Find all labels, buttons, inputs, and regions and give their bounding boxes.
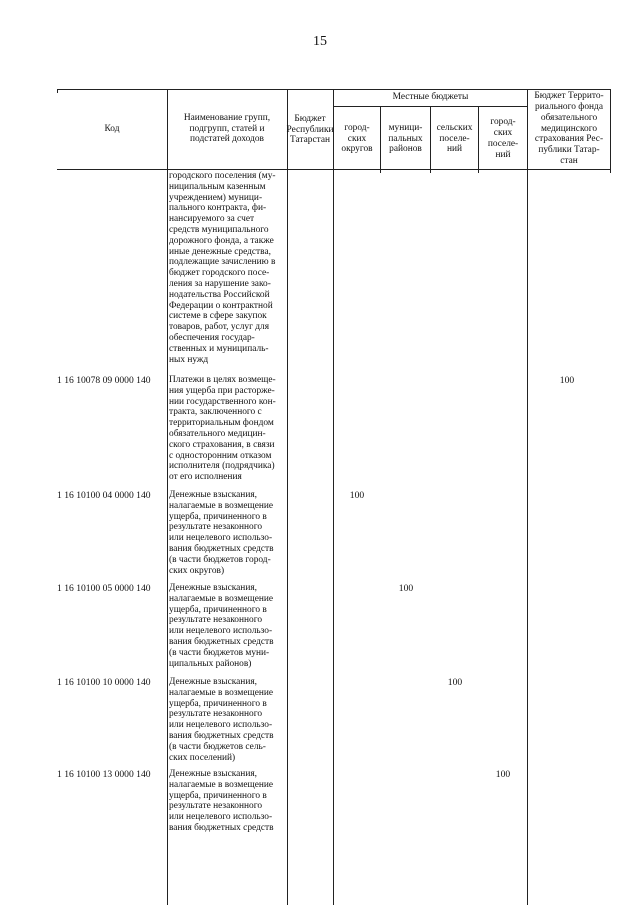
header-urban-settlements: город- ских поселе- ний bbox=[487, 117, 519, 160]
table-row-code: 1 16 10100 04 0000 140 bbox=[57, 490, 151, 501]
table-row-name: Платежи в целях возмеще- ния ущерба при расторже- нии государственного кон- тракта, заключенного с территориальным фондом обязательного медицин- ского страхования, в связи с односторонним отказом исполнителя (подрядчика) от его исполнения bbox=[169, 375, 276, 483]
header-republic-budget: Бюджет Республики Татарстан bbox=[286, 113, 334, 146]
header-name: Наименование групп, подгрупп, статей и подстатей доходов bbox=[183, 112, 271, 145]
header-code: Код bbox=[104, 123, 120, 134]
header-city-districts: город- ских округов bbox=[341, 122, 373, 155]
table-row-name: Денежные взыскания, налагаемые в возмещение ущерба, причиненного в результате незаконного или нецелевого использо- вания бюджетных средств bbox=[169, 769, 274, 833]
name-column-divider bbox=[287, 89, 288, 905]
table-right-border bbox=[610, 89, 611, 173]
table-row-name: городского поселения (му- ниципальным казенным учреждением) муници- пального контракта, фи- нансируемого за счет средств муниципального дорожного фонда, а также иные денежные средства, подлежащие зачислению в бюджет городского посе- ления за нарушение зако- нодательства Российской Федерации о контрактной системе в сфере закупок товаров, работ, услуг для обеспечения государ- ственных и муниципаль- ных нужд bbox=[169, 171, 276, 365]
header-municipal-districts: муници- пальных районов bbox=[388, 122, 423, 155]
code-column-divider bbox=[167, 89, 168, 905]
table-row-name: Денежные взыскания, налагаемые в возмещение ущерба, причиненного в результате незаконного или нецелевого использо- вания бюджетных средств (в части бюджетов муни- ципальных районов) bbox=[169, 583, 274, 669]
table-row-code: 1 16 10078 09 0000 140 bbox=[57, 375, 151, 386]
table-row-value-city: 100 bbox=[349, 490, 365, 501]
table-row-code: 1 16 10100 05 0000 140 bbox=[57, 583, 151, 594]
table-row-code: 1 16 10100 10 0000 140 bbox=[57, 677, 151, 688]
table-row-code: 1 16 10100 13 0000 140 bbox=[57, 769, 151, 780]
table-row-value-tfoms: 100 bbox=[559, 375, 575, 386]
header-rural-settlements: сельских поселе- ний bbox=[436, 122, 473, 155]
table-row-value-municipal: 100 bbox=[398, 583, 414, 594]
table-row-name: Денежные взыскания, налагаемые в возмещение ущерба, причиненного в результате незаконного или нецелевого использо- вания бюджетных средств (в части бюджетов город- ских округов) bbox=[169, 490, 274, 576]
table-row-value-urban: 100 bbox=[495, 769, 511, 780]
table-row-value-rural: 100 bbox=[447, 677, 463, 688]
republic-column-divider bbox=[333, 89, 334, 905]
local-budgets-right-divider bbox=[527, 89, 528, 905]
header-local-budgets: Местные бюджеты bbox=[392, 92, 469, 103]
page-number: 15 bbox=[313, 34, 327, 49]
table-row-name: Денежные взыскания, налагаемые в возмещение ущерба, причиненного в результате незаконного или нецелевого использо- вания бюджетных средств (в части бюджетов сель- ских поселений) bbox=[169, 677, 274, 763]
revenue-table bbox=[57, 89, 611, 905]
header-tfoms: Бюджет Террито- риального фонда обязательного медицинского страхования Рес- публики Татар- стан bbox=[534, 91, 604, 166]
